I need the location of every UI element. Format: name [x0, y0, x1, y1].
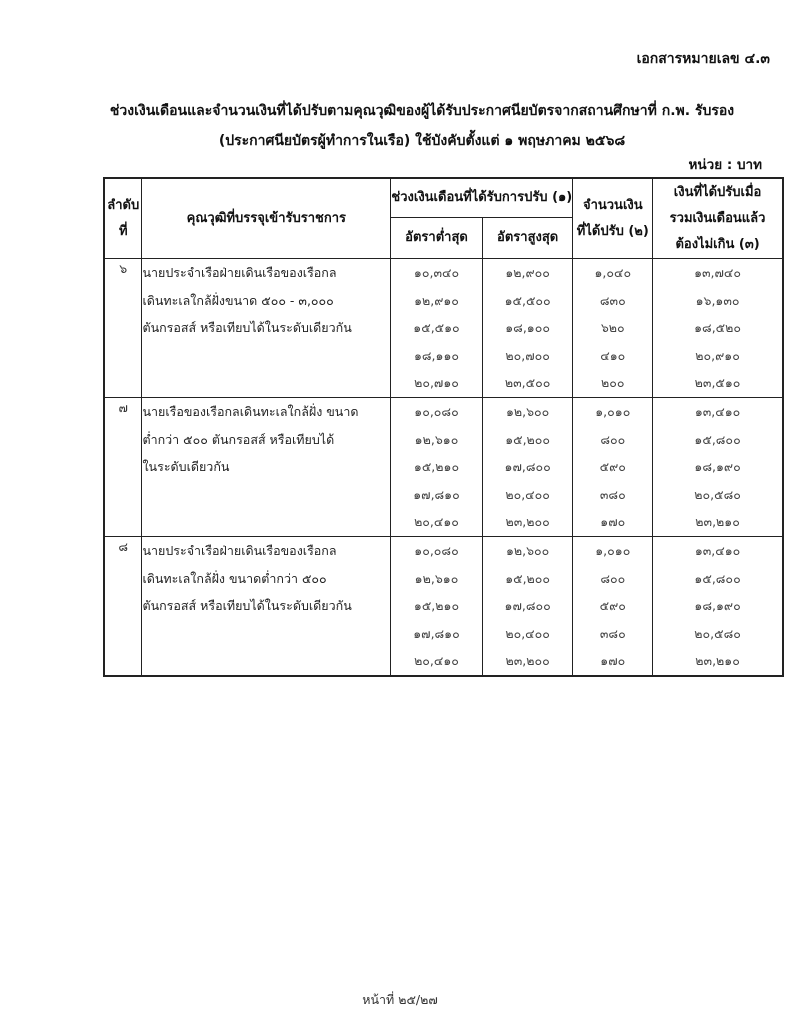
value: ๘๓๐	[599, 292, 626, 308]
value: ๒๓,๕๑๐	[694, 375, 741, 391]
qualification-line: ในระดับเดียวกัน	[142, 459, 230, 475]
value: ๖๒๐	[600, 320, 625, 336]
value: ๘๐๐	[600, 431, 626, 447]
document-title-line2: (ประกาศนียบัตรผู้ทำการในเรือ) ใช้บังคับตั้งแต่ ๑ พฤษภาคม ๒๕๖๘	[218, 133, 626, 149]
row-number: ๗	[104, 398, 142, 537]
max-salary-cell	[482, 259, 573, 398]
min-salary-cell	[391, 259, 483, 398]
value: ๑๒,๖๐๐	[505, 404, 550, 419]
value: ๘๐๐	[600, 570, 626, 586]
value: ๑๕,๒๑๐	[413, 598, 460, 614]
page-number: หน้าที่ ๒๕/๒๗	[362, 992, 438, 1007]
value: ๒๐,๔๑๐	[414, 514, 459, 530]
value: ๑๒,๙๑๐	[414, 292, 459, 308]
salary-table	[103, 177, 784, 677]
min-salary-cell	[391, 398, 483, 537]
value: ๒๐,๕๘๐	[694, 486, 741, 502]
value: ๑๘,๕๒๐	[694, 320, 741, 336]
table-row	[104, 398, 783, 537]
max-salary-cell	[482, 398, 573, 537]
qualification-line: เดินทะเลใกล้ฝั่ง ขนาดต่ำกว่า ๕๐๐	[142, 570, 327, 586]
value: ๕๙๐	[599, 459, 626, 475]
value: ๑๕,๕๐๐	[504, 292, 551, 308]
min-salary-cell	[391, 537, 483, 677]
value: ๑๒,๙๐๐	[505, 265, 550, 280]
value: ๒๐๐	[601, 375, 625, 391]
header-cap: เงินที่ได้ปรับเมื่อ รวมเงินเดือนแล้ว ต้องไม่เกิน (๓)	[653, 178, 783, 259]
value: ๒๓,๕๐๐	[504, 375, 551, 391]
row-number: ๖	[104, 259, 142, 398]
value: ๑๘,๑๐๐	[505, 320, 550, 336]
max-salary-cell	[482, 537, 573, 677]
value: ๑๕,๕๑๐	[413, 320, 460, 336]
value: ๑๓,๔๑๐	[694, 543, 741, 558]
value: ๒๐,๔๐๐	[505, 625, 550, 641]
value: ๑๖,๑๓๐	[695, 292, 740, 308]
value: ๒๓,๒๐๐	[505, 653, 550, 669]
header-adjust: จำนวนเงิน ที่ได้ปรับ (๒)	[573, 178, 653, 259]
value: ๑๐,๓๔๐	[413, 265, 460, 280]
header-qualification: คุณวุฒิที่บรรจุเข้ารับราชการ	[142, 178, 391, 259]
qualification-line: นายประจำเรือฝ่ายเดินเรือของเรือกล	[142, 543, 337, 558]
value: ๑,๐๑๐	[595, 404, 631, 419]
value: ๒๐,๙๑๐	[695, 347, 740, 363]
value: ๑๗,๘๐๐	[504, 598, 551, 614]
cap-amount-cell	[653, 398, 783, 537]
qualification-line: เดินทะเลใกล้ฝั่งขนาด ๕๐๐ - ๓,๐๐๐	[142, 292, 334, 308]
qualification-line: นายเรือของเรือกลเดินทะเลใกล้ฝั่ง ขนาด	[142, 404, 359, 419]
table-row	[104, 537, 783, 677]
table-row	[104, 259, 783, 398]
value: ๑๗๐	[600, 653, 626, 669]
adjust-amount-cell	[573, 398, 653, 537]
value: ๑๓,๗๔๐	[694, 265, 742, 280]
value: ๑๕,๒๐๐	[505, 431, 551, 447]
adjust-amount-cell	[573, 259, 653, 398]
qualification-cell	[142, 259, 391, 398]
value: ๒๐,๗๐๐	[505, 347, 550, 363]
value: ๓๘๐	[599, 486, 626, 502]
value: ๑๘,๑๙๐	[694, 459, 741, 475]
header-no: ลำดับ ที่	[104, 178, 142, 259]
header-min: อัตราต่ำสุด	[391, 218, 483, 259]
value: ๑๘,๑๑๐	[413, 347, 460, 363]
qualification-line: ต่ำกว่า ๕๐๐ ตันกรอสส์ หรือเทียบได้	[142, 431, 335, 447]
value: ๑๘,๑๙๐	[694, 598, 741, 614]
qualification-cell	[142, 398, 391, 537]
value: ๑๒,๖๑๐	[414, 431, 459, 447]
unit-label: หน่วย : บาท	[688, 157, 762, 173]
value: ๑๕,๘๐๐	[694, 431, 741, 447]
value: ๔๑๐	[600, 347, 626, 363]
document-title-line1: ช่วงเงินเดือนและจำนวนเงินที่ได้ปรับตามคุณวุฒิของผู้ได้รับประกาศนียบัตรจากสถานศึกษาที่ ก.พ. รับรอง	[109, 103, 735, 119]
header-max: อัตราสูงสุด	[482, 218, 573, 259]
value: ๑๗,๘๐๐	[504, 459, 551, 475]
value: ๕๙๐	[599, 598, 626, 614]
value: ๑๗๐	[600, 514, 626, 530]
value: ๑๕,๘๐๐	[694, 570, 741, 586]
value: ๑๒,๖๐๐	[505, 543, 550, 558]
value: ๒๐,๕๘๐	[694, 625, 741, 641]
value: ๑๕,๒๑๐	[413, 459, 460, 475]
value: ๑๐,๐๘๐	[414, 543, 459, 558]
value: ๑๕,๒๐๐	[505, 570, 551, 586]
value: ๒๐,๗๑๐	[414, 375, 459, 391]
value: ๑,๐๑๐	[595, 543, 631, 558]
value: ๒๐,๔๐๐	[505, 486, 550, 502]
value: ๒๓,๒๐๐	[505, 514, 550, 530]
value: ๒๓,๒๑๐	[695, 514, 740, 530]
value: ๑๗,๘๑๐	[413, 486, 460, 502]
value: ๑๒,๖๑๐	[414, 570, 459, 586]
document-reference: เอกสารหมายเลข ๔.๓	[636, 51, 770, 67]
value: ๑๐,๐๘๐	[414, 404, 459, 419]
value: ๓๘๐	[599, 625, 626, 641]
value: ๑,๐๔๐	[594, 265, 632, 280]
qualification-cell	[142, 537, 391, 677]
value: ๒๓,๒๑๐	[695, 653, 740, 669]
cap-amount-cell	[653, 259, 783, 398]
table-body	[104, 259, 783, 677]
qualification-line: นายประจำเรือฝ่ายเดินเรือของเรือกล	[142, 265, 337, 280]
cap-amount-cell	[653, 537, 783, 677]
qualification-line: ตันกรอสส์ หรือเทียบได้ในระดับเดียวกัน	[142, 320, 352, 336]
header-salary-range: ช่วงเงินเดือนที่ได้รับการปรับ (๑)	[391, 178, 573, 218]
adjust-amount-cell	[573, 537, 653, 677]
value: ๑๓,๔๑๐	[694, 404, 741, 419]
qualification-line: ตันกรอสส์ หรือเทียบได้ในระดับเดียวกัน	[142, 598, 352, 614]
row-number: ๘	[104, 537, 142, 677]
value: ๑๗,๘๑๐	[413, 625, 460, 641]
value: ๒๐,๔๑๐	[414, 653, 459, 669]
